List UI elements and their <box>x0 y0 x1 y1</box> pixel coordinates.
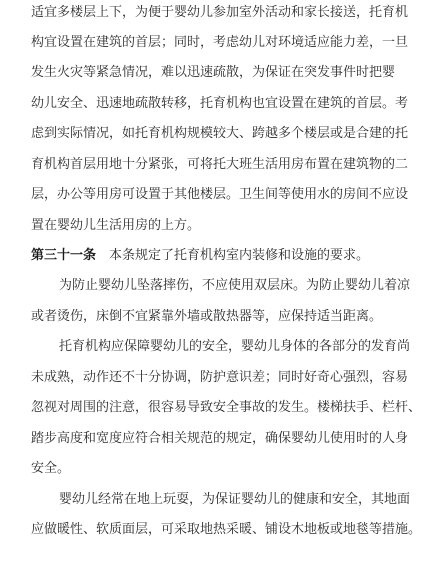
body-text-line: 托育机构应保障婴幼儿的安全，婴幼儿身体的各部分的发育尚 <box>59 339 411 354</box>
body-text-line: 适宜多楼层上下，为便于婴幼儿参加室外活动和家长接送，托育机 <box>31 5 409 20</box>
article-intro-text: 本条规定了托育机构室内装修和设施的要求。 <box>109 248 370 263</box>
body-text-line: 发生火灾等紧急情况，难以迅速疏散，为保证在突发事件时把婴 <box>31 65 396 80</box>
article-number: 第三十一条 <box>31 248 97 263</box>
body-text-line: 为防止婴幼儿坠落摔伤，不应使用双层床。为防止婴幼儿着凉 <box>59 278 411 293</box>
body-text-line: 踏步高度和宽度应符合相关规范的规定，确保婴幼儿使用时的人身 <box>31 431 409 446</box>
body-text-line: 构宜设置在建筑的首层；同时，考虑幼儿对环境适应能力差，一旦 <box>31 35 409 50</box>
body-text-line: 应做暖性、软质面层，可采取地热采暖、铺设木地板或地毯等措施。 <box>31 522 422 537</box>
body-text-line: 置在婴幼儿生活用房的上方。 <box>31 218 201 233</box>
body-text-line: 虑到实际情况，如托育机构规模较大、跨越多个楼层或是合建的托 <box>31 126 409 141</box>
body-text-line: 层，办公等用房可设置于其他楼层。卫生间等使用水的房间不应设 <box>31 187 409 202</box>
body-text-line: 婴幼儿经常在地上玩耍，为保证婴幼儿的健康和安全，其地面 <box>59 492 411 507</box>
body-text-line: 未成熟，动作还不十分协调，防护意识差；同时好奇心强烈，容易 <box>31 370 409 385</box>
body-text-line: 育机构首层用地十分紧张，可将托大班生活用房布置在建筑物的二 <box>31 157 409 172</box>
body-text-line: 安全。 <box>31 461 71 476</box>
body-text-line: 忽视对周围的注意，很容易导致安全事故的发生。楼梯扶手、栏杆、 <box>31 400 422 415</box>
body-text-line: 或者烫伤，床倒不宜紧靠外墙或散热器等，应保持适当距离。 <box>31 309 383 324</box>
body-text-line: 幼儿安全、迅速地疏散转移，托育机构也宜设置在建筑的首层。考 <box>31 96 409 111</box>
